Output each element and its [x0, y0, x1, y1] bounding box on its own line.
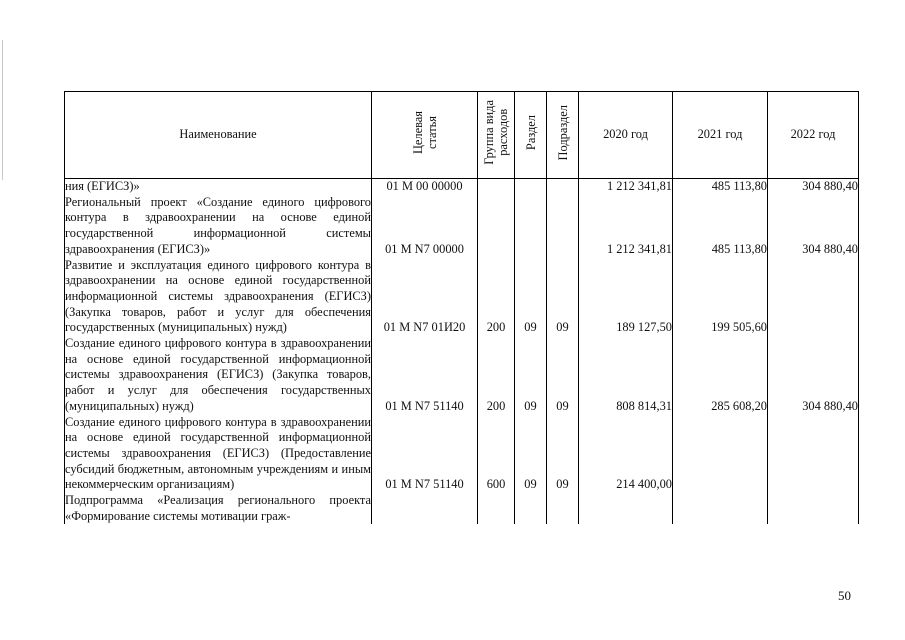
row-2020: 189 127,50 — [579, 258, 673, 337]
row-expense-group — [478, 493, 515, 524]
row-subsection: 09 — [547, 415, 579, 494]
row-subsection: 09 — [547, 258, 579, 337]
header-name: Наименование — [65, 92, 372, 179]
row-name: Создание единого цифрового контура в здравоохранении на основе единой государственной информационной системы здравоохранения (ЕГИСЗ) (Предоставление субсидий бюджетным, автономным учреждениям и иным некоммерческим организациям) — [65, 414, 371, 492]
row-2021: 485 113,80 — [673, 195, 768, 258]
row-2021 — [673, 415, 768, 494]
row-section — [515, 493, 547, 524]
row-section: 09 — [515, 336, 547, 415]
row-expense-group — [478, 179, 515, 195]
header-subsection: Подраздел — [547, 92, 579, 179]
row-2022: 304 880,40 — [768, 195, 859, 258]
row-2020: 1 212 341,81 — [579, 195, 673, 258]
table-header-row — [65, 92, 859, 179]
table-row — [65, 493, 859, 524]
row-target-article: 01 М N7 00000 — [372, 195, 478, 258]
row-subsection — [547, 493, 579, 524]
row-name: Создание единого цифрового контура в здравоохранении на основе единой государственной информационной системы здравоохранения (ЕГИСЗ) (Закупка товаров, работ и услуг для обеспечения государственных (муниципальных) нужд) — [65, 336, 371, 413]
row-2020 — [579, 493, 673, 524]
row-target-article: 01 М N7 01И20 — [372, 258, 478, 337]
row-section: 09 — [515, 415, 547, 494]
row-target-article: 01 М 00 00000 — [372, 179, 478, 195]
header-2022: 2022 год — [768, 92, 859, 179]
row-2022: 304 880,40 — [768, 179, 859, 195]
row-name: Региональный проект «Создание единого цифрового контура в здравоохранении на основе единой государственной информационной системы здравоохранения (ЕГИСЗ)» — [65, 194, 371, 256]
budget-table — [64, 91, 859, 524]
row-2022 — [768, 493, 859, 524]
table-row — [65, 179, 859, 195]
header-2020: 2020 год — [579, 92, 673, 179]
row-expense-group: 600 — [478, 415, 515, 494]
row-subsection — [547, 195, 579, 258]
header-2021: 2021 год — [673, 92, 768, 179]
row-subsection: 09 — [547, 336, 579, 415]
row-name: Подпрограмма «Реализация регионального проекта «Формирование системы мотивации граж- — [65, 493, 371, 523]
row-2020: 808 814,31 — [579, 336, 673, 415]
row-2020: 214 400,00 — [579, 415, 673, 494]
row-expense-group — [478, 195, 515, 258]
row-section — [515, 179, 547, 195]
row-2022: 304 880,40 — [768, 336, 859, 415]
header-expense-group: Группа вида расходов — [478, 92, 515, 179]
row-2021 — [673, 493, 768, 524]
scan-edge-line — [2, 40, 3, 180]
row-section — [515, 195, 547, 258]
table-row — [65, 195, 859, 258]
header-target-article: Целевая статья — [372, 92, 478, 179]
page-number: 50 — [838, 588, 851, 603]
row-expense-group: 200 — [478, 258, 515, 337]
row-2021: 199 505,60 — [673, 258, 768, 337]
table-row — [65, 415, 859, 494]
row-target-article — [372, 493, 478, 524]
row-2021: 485 113,80 — [673, 179, 768, 195]
row-2022 — [768, 258, 859, 337]
table-row — [65, 336, 859, 415]
row-target-article: 01 М N7 51140 — [372, 415, 478, 494]
row-2020: 1 212 341,81 — [579, 179, 673, 195]
row-name: Развитие и эксплуатация единого цифрового контура в здравоохранении на основе единой государственной информационной системы здравоохранения (ЕГИСЗ) (Закупка товаров, работ и услуг для обеспечения государственных (муниципальных) нужд) — [65, 257, 371, 335]
row-subsection — [547, 179, 579, 195]
row-section: 09 — [515, 258, 547, 337]
row-name: ния (ЕГИСЗ)» — [65, 179, 372, 195]
row-2021: 285 608,20 — [673, 336, 768, 415]
row-target-article: 01 М N7 51140 — [372, 336, 478, 415]
row-2022 — [768, 415, 859, 494]
table-row — [65, 258, 859, 337]
header-section: Раздел — [515, 92, 547, 179]
row-expense-group: 200 — [478, 336, 515, 415]
